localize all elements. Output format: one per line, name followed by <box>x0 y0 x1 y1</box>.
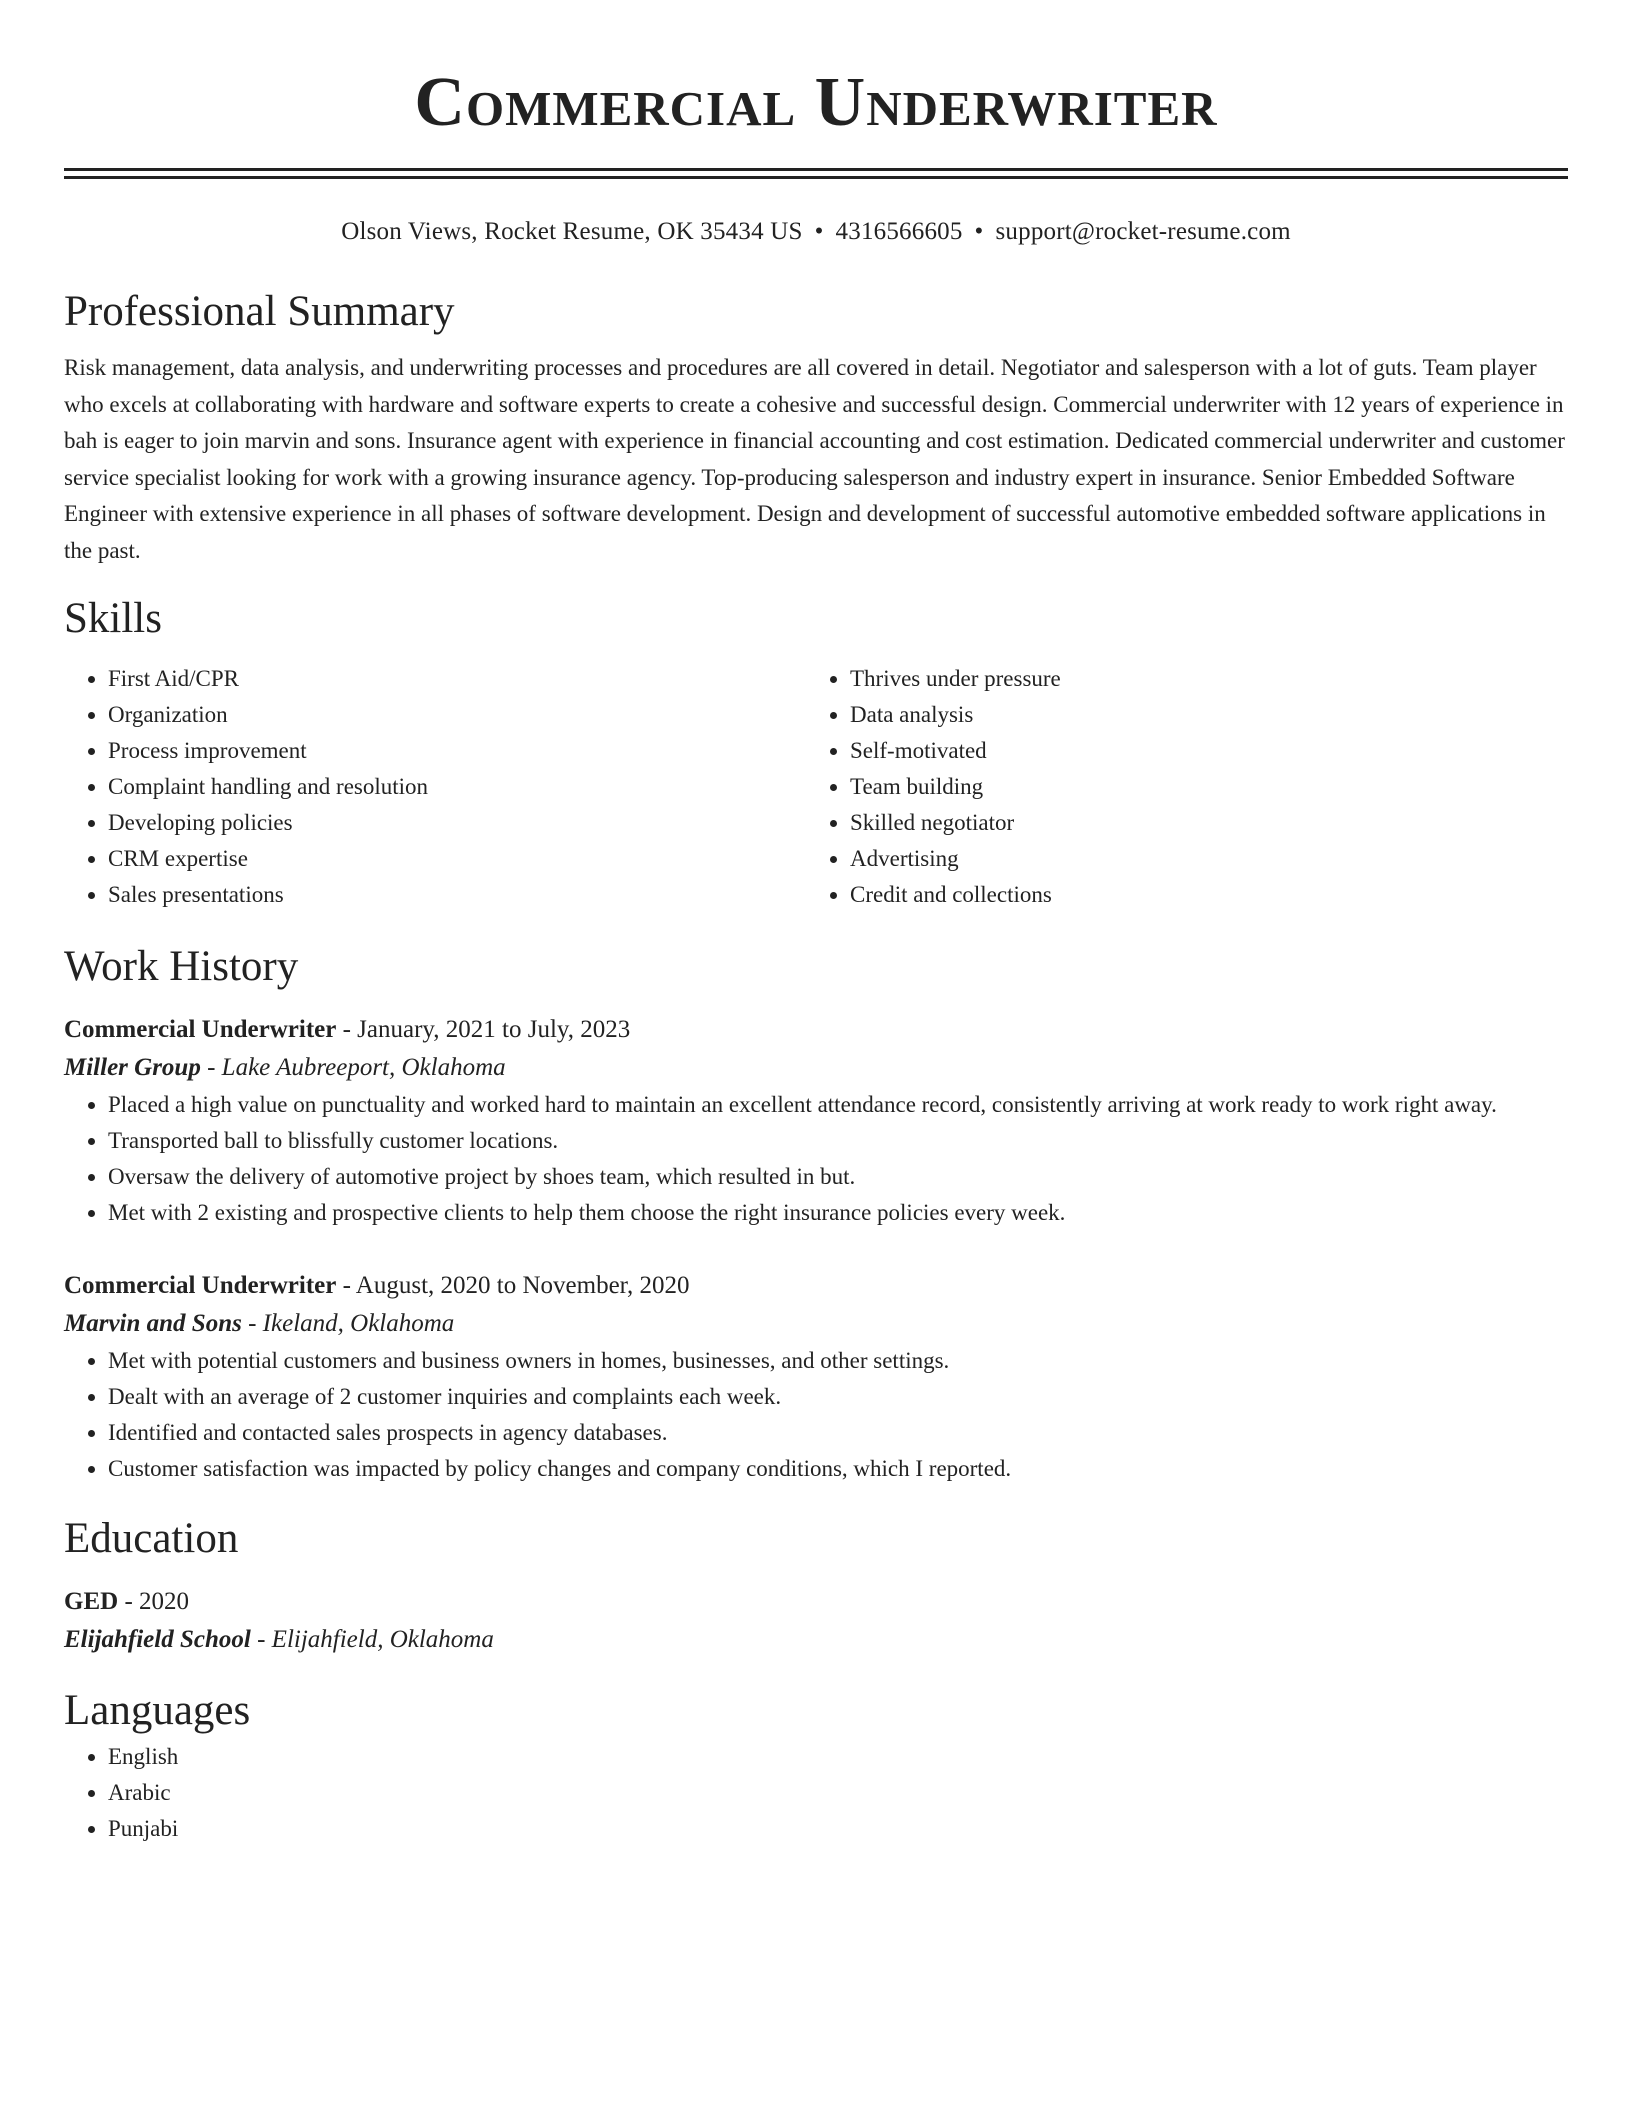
job-bullet: • Customer satisfaction was impacted by policy changes and company conditions, which I reported. <box>108 1451 1568 1487</box>
skill-item: • Sales presentations <box>108 877 806 913</box>
contact-line <box>64 214 1568 250</box>
education-location: - Elijahfield, Oklahoma <box>250 1626 494 1653</box>
header-double-rule <box>64 168 1568 179</box>
skills-list-right <box>806 661 1548 913</box>
job-bullet: • Oversaw the delivery of automotive project by shoes team, which resulted in but. <box>108 1159 1568 1195</box>
skill-item: • Data analysis <box>850 697 1548 733</box>
job-company-line <box>64 1049 1568 1087</box>
skill-item: • Developing policies <box>108 805 806 841</box>
job-company-line <box>64 1305 1568 1343</box>
job-bullet: • Transported ball to blissfully customer locations. <box>108 1123 1568 1159</box>
skill-item: • Credit and collections <box>850 877 1548 913</box>
education-degree-line <box>64 1583 1568 1621</box>
job-role: Commercial Underwriter <box>64 1272 337 1299</box>
skill-item: • Advertising <box>850 841 1548 877</box>
skill-item: • Self-motivated <box>850 733 1548 769</box>
skill-item: • Organization <box>108 697 806 733</box>
education-year: - 2020 <box>118 1588 190 1615</box>
job-location: - Ikeland, Oklahoma <box>241 1310 455 1337</box>
contact-address: Olson Views, Rocket Resume, OK 35434 US <box>341 218 803 245</box>
resume-name: Commercial Underwriter <box>414 64 1218 141</box>
contact-separator: • <box>974 218 984 245</box>
education-school-line <box>64 1621 1568 1659</box>
skill-item: • Process improvement <box>108 733 806 769</box>
skills-columns <box>64 661 1568 913</box>
education-school: Elijahfield School <box>64 1626 251 1653</box>
job-bullet-list <box>64 1343 1568 1487</box>
summary-heading: Professional Summary <box>64 288 455 335</box>
job-dates: - January, 2021 to July, 2023 <box>336 1016 631 1043</box>
skill-item: • Team building <box>850 769 1548 805</box>
job-bullet-list <box>64 1087 1568 1231</box>
education-degree: GED <box>64 1588 119 1615</box>
job-bullet: • Met with 2 existing and prospective clients to help them choose the right insurance policies every week. <box>108 1195 1568 1231</box>
contact-email: support@rocket-resume.com <box>995 218 1291 245</box>
contact-phone: 4316566605 <box>835 218 963 245</box>
skill-item: • CRM expertise <box>108 841 806 877</box>
skill-item: • First Aid/CPR <box>108 661 806 697</box>
skills-list-left <box>64 661 806 913</box>
job-company: Marvin and Sons <box>64 1310 242 1337</box>
job-company: Miller Group <box>64 1054 201 1081</box>
language-item: • Arabic <box>108 1775 1568 1811</box>
language-item: • Punjabi <box>108 1811 1568 1847</box>
summary-text: Risk management, data analysis, and underwriting processes and procedures are all covered in detail. Negotiator and salesperson with a lot of guts. Team player who excels at collaborating with hardware and software experts to create a cohesive and successful design. Commercial underwriter with 12 years of experience in bah is eager to join marvin and sons. Insurance agent with experience in financial accounting and cost estimation. Dedicated commercial underwriter and customer service specialist looking for work with a growing insurance agency. Top-producing salesperson and industry expert in insurance. Senior Embedded Software Engineer with extensive experience in all phases of software development. Design and development of successful automotive embedded software applications in the past. <box>64 355 1565 563</box>
job-title-line <box>64 1267 1568 1305</box>
job-location: - Lake Aubreeport, Oklahoma <box>200 1054 506 1081</box>
work-history-heading: Work History <box>64 943 299 990</box>
job-dates: - August, 2020 to November, 2020 <box>336 1272 690 1299</box>
education-heading: Education <box>64 1515 239 1562</box>
resume-page <box>64 0 1568 1847</box>
language-item: • English <box>108 1739 1568 1775</box>
job-title-line <box>64 1011 1568 1049</box>
job-bullet: • Placed a high value on punctuality and worked hard to maintain an excellent attendance record, consistently arriving at work ready to work right away. <box>108 1087 1568 1123</box>
skill-item: • Complaint handling and resolution <box>108 769 806 805</box>
languages-heading: Languages <box>64 1687 251 1734</box>
job-bullet: • Dealt with an average of 2 customer inquiries and complaints each week. <box>108 1379 1568 1415</box>
job-bullet: • Met with potential customers and business owners in homes, businesses, and other settings. <box>108 1343 1568 1379</box>
skill-item: • Thrives under pressure <box>850 661 1548 697</box>
skills-heading: Skills <box>64 595 162 642</box>
languages-list <box>64 1739 1568 1847</box>
job-bullet: • Identified and contacted sales prospects in agency databases. <box>108 1415 1568 1451</box>
skill-item: • Skilled negotiator <box>850 805 1548 841</box>
contact-separator: • <box>814 218 824 245</box>
job-role: Commercial Underwriter <box>64 1016 337 1043</box>
